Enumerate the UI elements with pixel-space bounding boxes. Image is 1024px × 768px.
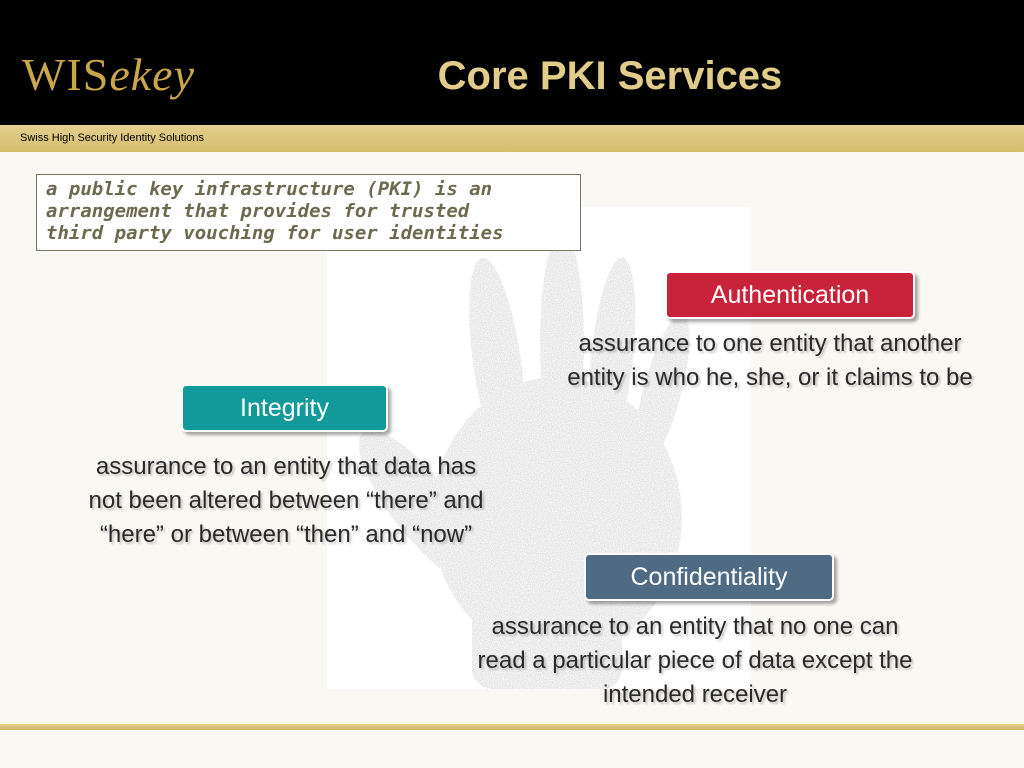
footer-divider	[0, 724, 1024, 730]
definition-line: a public key infrastructure (PKI) is an	[46, 178, 493, 200]
definition-line: arrangement that provides for trusted	[46, 200, 470, 222]
pki-definition-box	[36, 174, 581, 251]
authentication-description: assurance to one entity that another entity is who he, she, or it claims to be	[567, 330, 973, 391]
wisekey-logo: WISekey	[22, 49, 196, 100]
tagline: Swiss High Security Identity Solutions	[20, 132, 205, 144]
confidentiality-description: assurance to an entity that no one can read a particular piece of data except the intended receiver	[477, 613, 913, 708]
confidentiality-label: Confidentiality	[584, 553, 834, 601]
header-bar	[0, 0, 1024, 125]
tagline-bar	[0, 125, 1024, 152]
authentication-label: Authentication	[665, 271, 915, 319]
integrity-label: Integrity	[181, 384, 388, 432]
integrity-description: assurance to an entity that data has not been altered between “there” and “here” or between “then” and “now”	[88, 453, 484, 548]
definition-line: third party vouching for user identities	[46, 222, 504, 244]
slide-title: Core PKI Services	[437, 54, 783, 98]
